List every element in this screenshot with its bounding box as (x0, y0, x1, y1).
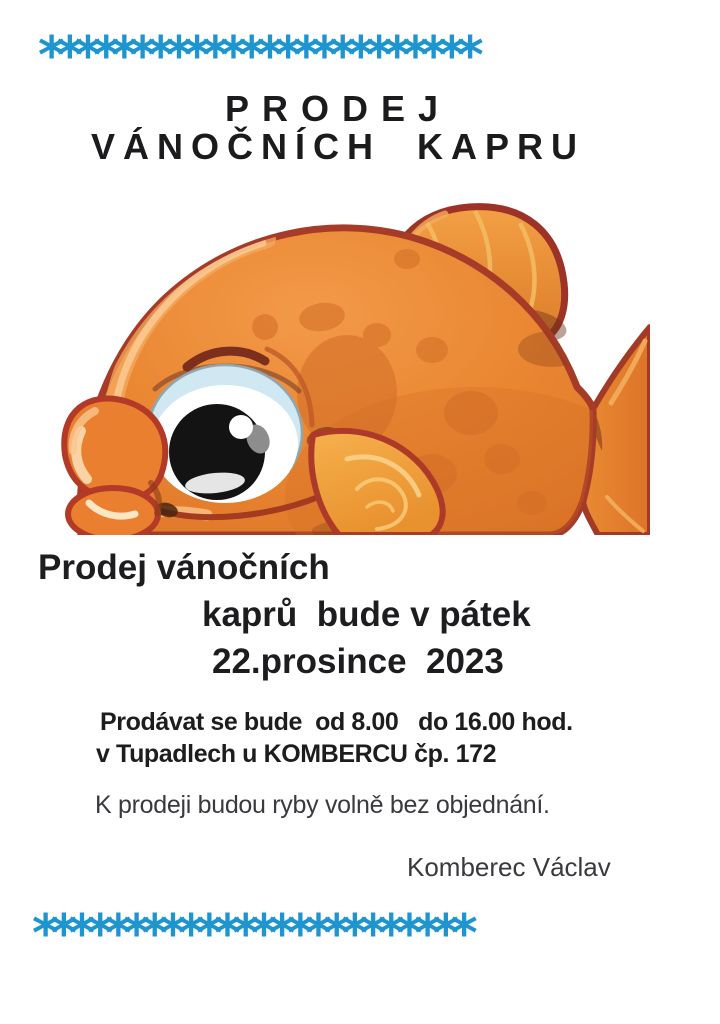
fish-eye (148, 365, 302, 503)
announcement-line-1: Prodej vánočních (38, 548, 330, 587)
fish-lips (64, 398, 165, 535)
title-line-2: VÁNOČNÍCH KAPRU (90, 126, 585, 167)
asterisk-row-bottom: ************************ (32, 904, 469, 964)
asterisk-row-top: ************************ (38, 26, 475, 86)
note-line: K prodeji budou ryby volně bez objednání. (95, 791, 550, 819)
title-line-1: PRODEJ (224, 88, 452, 129)
carp-illustration (55, 197, 650, 535)
announcement-line-3: 22.prosince 2023 (212, 642, 504, 681)
details-line-1: Prodávat se bude od 8.00 do 16.00 hod. (100, 708, 573, 736)
details-line-2: v Tupadlech u KOMBERCU čp. 172 (96, 740, 497, 768)
announcement-line-2: kaprů bude v pátek (202, 595, 531, 634)
signature: Komberec Václav (407, 852, 611, 882)
